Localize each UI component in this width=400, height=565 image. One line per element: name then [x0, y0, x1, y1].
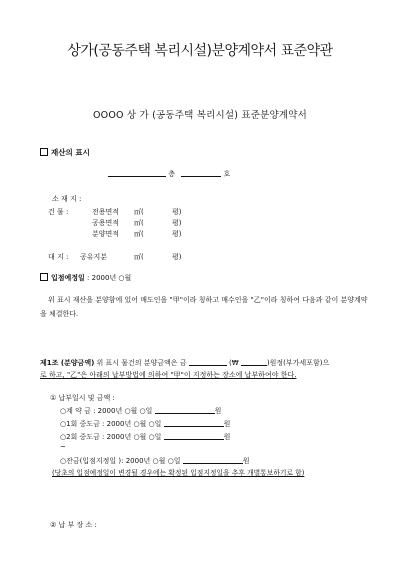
payment-item-label: ○계 약 금 : 2000년 ○월 ○일	[60, 407, 153, 415]
checkbox-icon	[40, 273, 48, 281]
balance-label: ○잔금(입점지정일 ): 2000년 ○월 ○일	[60, 457, 181, 465]
move-in-label: 입점예정일	[51, 274, 85, 282]
payment-note: (당초의 입점예정일이 변경될 경우에는 확정된 입점지정일을 추후 개별통보하기로 함)	[52, 469, 305, 477]
won-label: 원	[214, 407, 222, 415]
payment-item-label: ○1회 중도금 : 2000년 ○월 ○일	[60, 420, 162, 428]
area-py: 평)	[172, 208, 182, 216]
won-label: 원	[242, 457, 250, 465]
area-name: 공용면적	[92, 219, 120, 227]
location-label: 소 재 지 :	[52, 195, 82, 203]
area-py: 평)	[172, 219, 182, 227]
floor-label: 층	[168, 170, 175, 178]
property-section-heading: 재산의 표시	[40, 147, 90, 158]
payment-item	[60, 405, 221, 416]
unit-label: 호	[223, 170, 231, 178]
land-py: 평)	[172, 253, 182, 261]
contract-title: OOOO 상 가 (공동주택 복리시설) 표준분양계약서	[92, 110, 308, 121]
document-title: 상가(공동주택 복리시설)분양계약서 표준약관	[67, 43, 333, 59]
area-row-sale	[92, 229, 182, 239]
land-label: 대 지 :	[48, 253, 69, 261]
intro-paragraph: 위 표시 재산을 분양함에 있어 매도인을 "甲"이라 칭하고 매수인을 "乙"이라 칭하여 다음과 같이 분양계약을 체결한다.	[40, 296, 368, 318]
area-unit: ㎡(	[134, 208, 144, 216]
building-label: 건 물 :	[48, 208, 69, 216]
payment-balance	[60, 455, 249, 466]
area-name: 전용면적	[92, 208, 120, 216]
balance-amount-blank	[183, 455, 243, 464]
checkbox-icon	[40, 148, 48, 156]
floor-unit-line	[108, 168, 230, 179]
area-py: 평)	[172, 230, 182, 238]
payment-item	[60, 431, 230, 442]
area-name: 분양면적	[92, 230, 120, 238]
payment-continuation: ~	[60, 443, 66, 451]
won-label: 원	[223, 433, 231, 441]
payment-item	[60, 418, 230, 429]
area-unit: ㎡(	[134, 219, 144, 227]
payment-item-label: ○2회 중도금 : 2000년 ○월 ○일	[60, 433, 162, 441]
move-in-line	[40, 273, 131, 283]
article1-text-a: 위 표시 물건의 분양금액은 금	[96, 359, 187, 367]
unit-blank	[181, 168, 221, 177]
payment-heading: ① 납부일시 및 금액 :	[50, 394, 115, 402]
payment-amount-blank	[164, 431, 224, 440]
land-name: 공유지분	[80, 253, 108, 261]
article1-line2: 로 하고, "乙"은 아래의 납부방법에 의하여 "甲"이 지정하는 장소에 납부하여야 한다.	[40, 371, 297, 379]
article1-text-b: (₩	[229, 359, 239, 367]
amount-won-blank	[241, 357, 267, 366]
article1-line1	[40, 357, 329, 368]
floor-blank	[108, 168, 166, 177]
article1-heading: 제1조 (분양금액)	[40, 359, 95, 367]
land-row	[48, 252, 182, 262]
land-unit: ㎡(	[134, 253, 144, 261]
article1-text-c: )원정(부가세포함)으	[266, 359, 330, 367]
area-row-exclusive	[92, 207, 182, 217]
amount-blank	[189, 357, 227, 366]
area-row-common	[92, 218, 182, 228]
won-label: 원	[223, 420, 231, 428]
payment-amount-blank	[155, 405, 215, 414]
payment-place-label: ② 납 부 장 소 :	[50, 521, 97, 529]
move-in-value: : 2000년 ○월	[87, 274, 132, 282]
payment-amount-blank	[164, 418, 224, 427]
area-unit: ㎡(	[134, 230, 144, 238]
